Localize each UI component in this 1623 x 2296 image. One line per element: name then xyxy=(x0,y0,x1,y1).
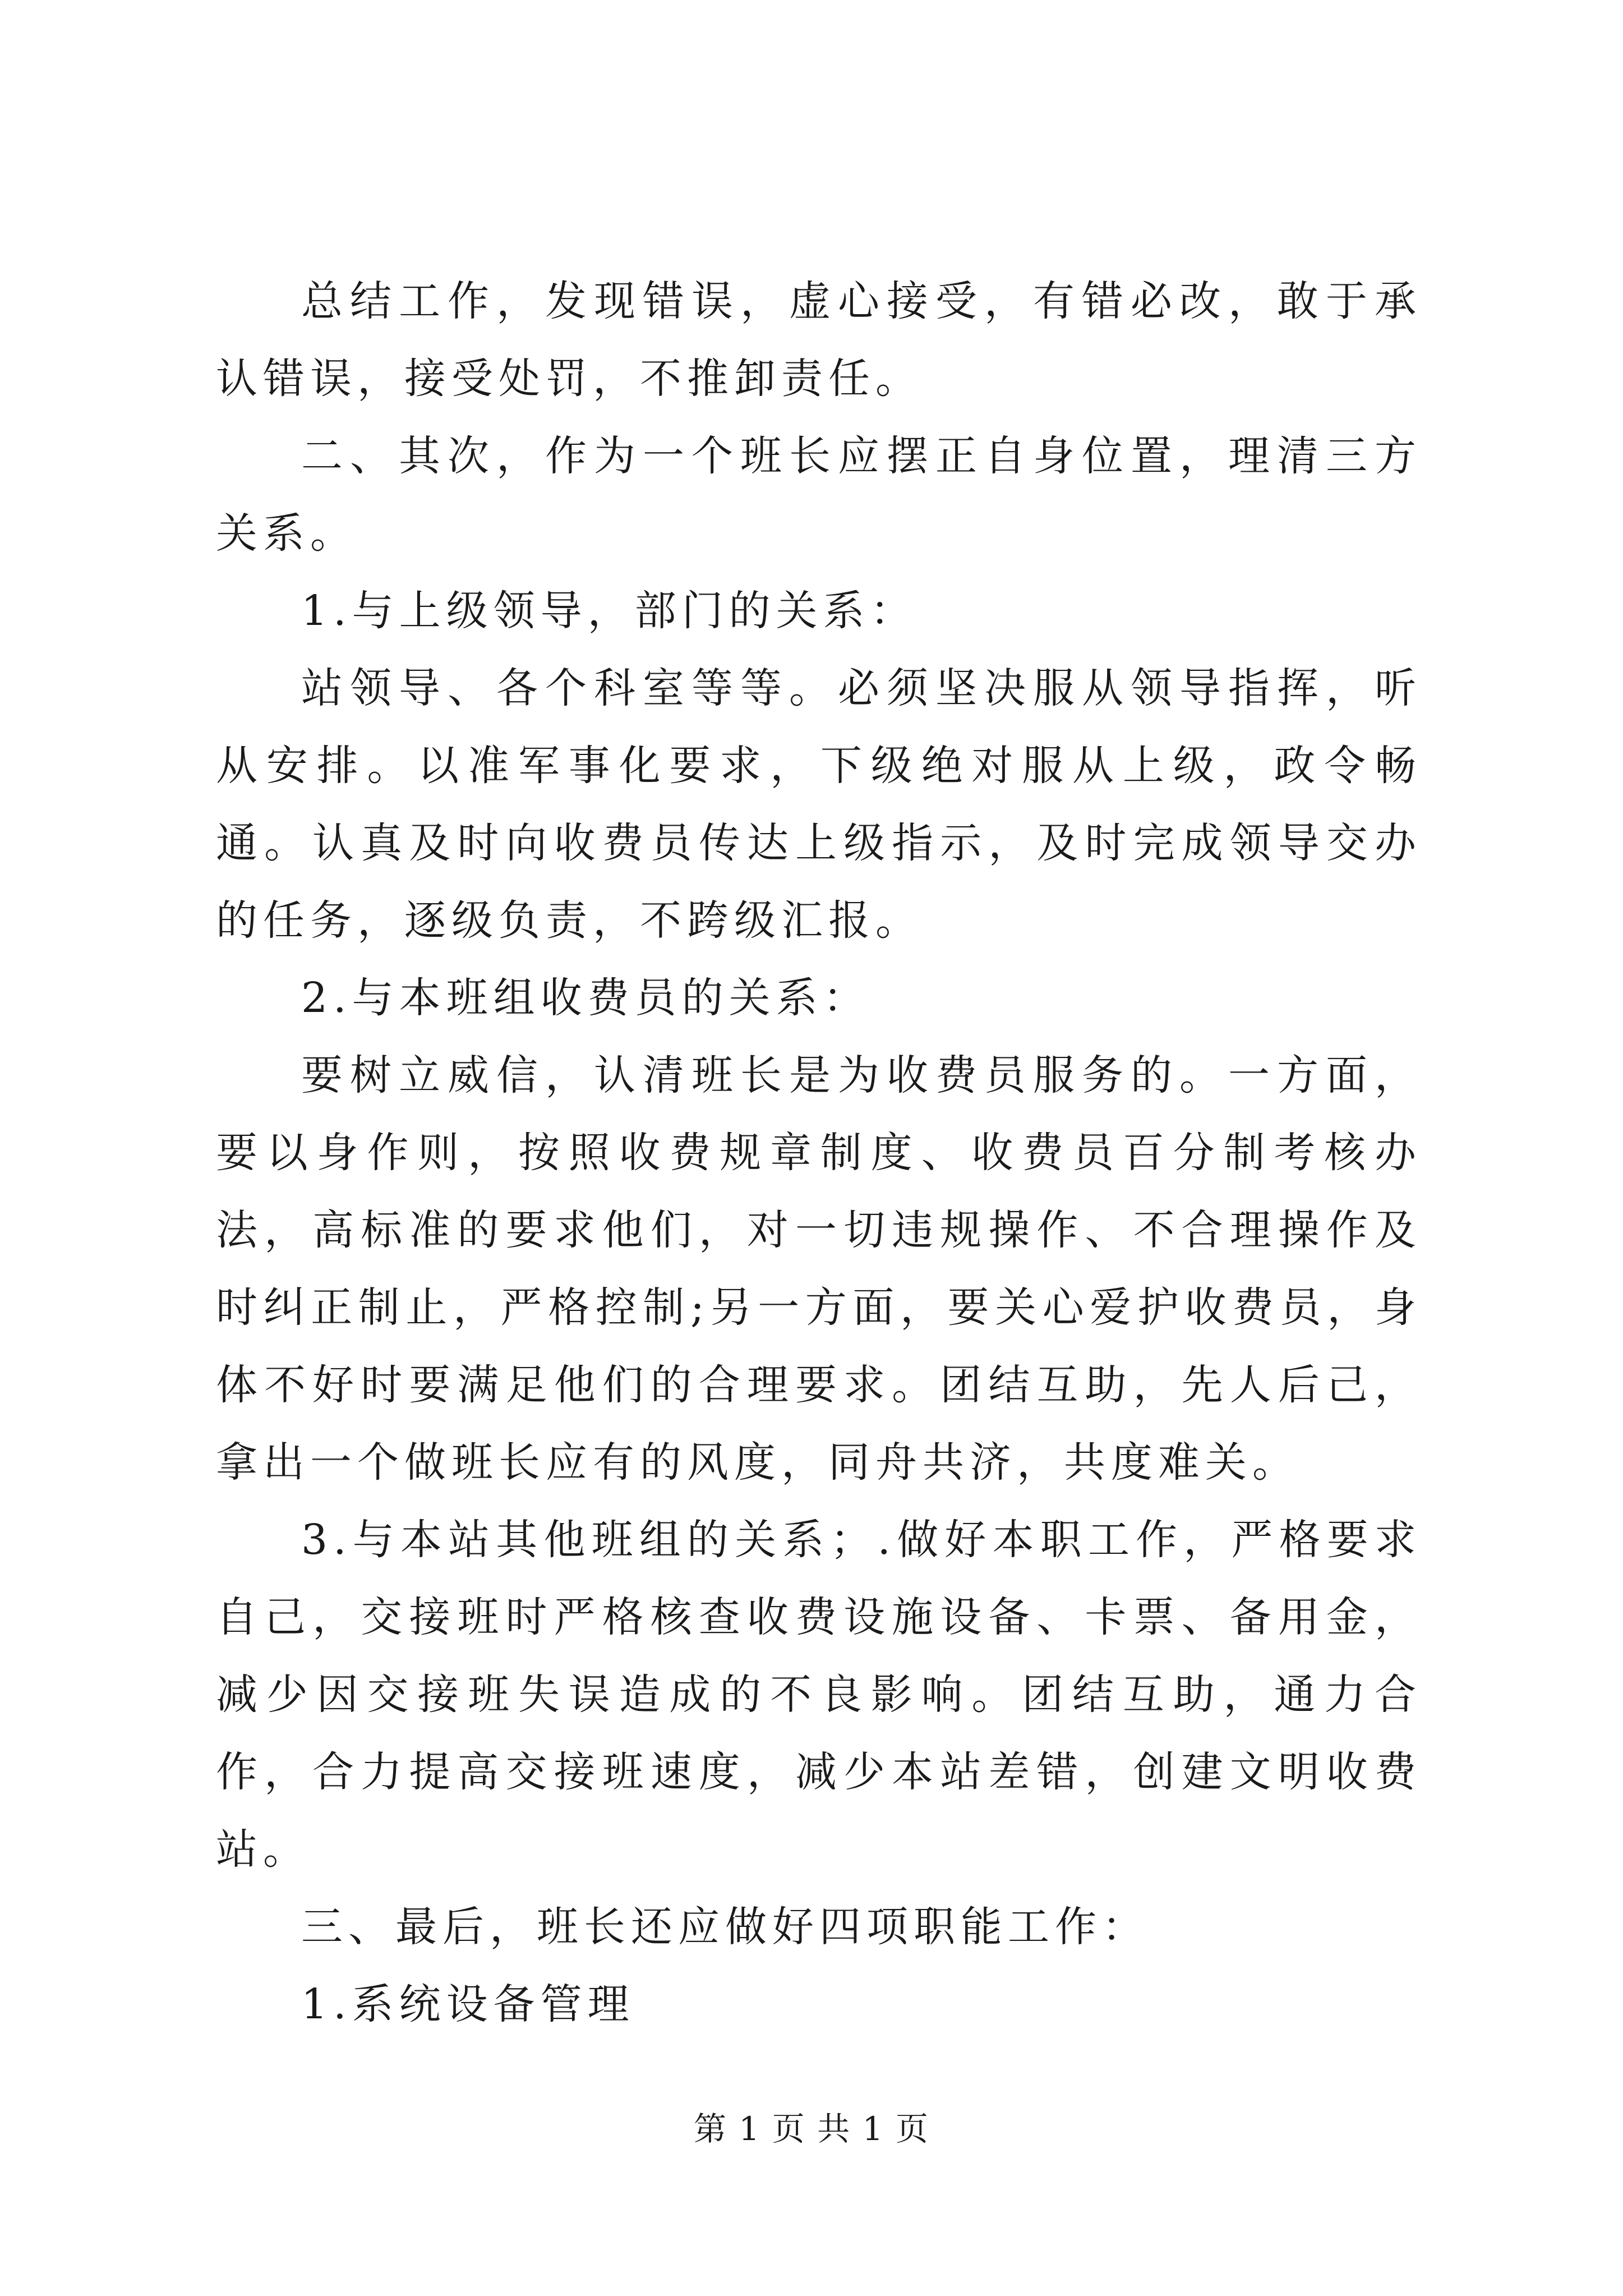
document-body xyxy=(216,263,1422,2043)
paragraph-continuation: 总结工作，发现错误，虚心接受，有错必改，敢于承认错误，接受处罚，不推卸责任。 xyxy=(216,277,1422,403)
paragraph-subitem-1: 1.系统设备管理 xyxy=(301,1980,635,2028)
paragraph-item-1-heading: 1.与上级领导，部门的关系： xyxy=(301,587,917,635)
paragraph-section-three-heading: 三、最后，班长还应做好四项职能工作： xyxy=(301,1903,1149,1951)
paragraph-item-2-heading: 2.与本班组收费员的关系： xyxy=(301,974,870,1022)
paragraph-section-two-heading: 二、其次，作为一个班长应摆正自身位置，理清三方关系。 xyxy=(216,432,1422,558)
paragraph-item-3: 3.与本站其他班组的关系；.做好本职工作，严格要求自己，交接班时严格核查收费设施设备、卡票、备用金，减少因交接班失误造成的不良影响。团结互助，通力合作，合力提高交接班速度，减少本站差错，创建文明收费站。 xyxy=(216,1516,1422,1874)
page-footer: 第 1 页 共 1 页 xyxy=(694,2110,929,2148)
paragraph-item-1-body: 站领导、各个科室等等。必须坚决服从领导指挥，听从安排。以准军事化要求，下级绝对服从上级，政令畅通。认真及时向收费员传达上级指示，及时完成领导交办的任务，逐级负责，不跨级汇报。 xyxy=(216,664,1422,945)
paragraph-item-2-body: 要树立威信，认清班长是为收费员服务的。一方面，要以身作则，按照收费规章制度、收费员百分制考核办法，高标准的要求他们，对一切违规操作、不合理操作及时纠正制止，严格控制;另一方面，要关心爱护收费员，身体不好时要满足他们的合理要求。团结互助，先人后己，拿出一个做班长应有的风度，同舟共济，共度难关。 xyxy=(216,1051,1422,1487)
